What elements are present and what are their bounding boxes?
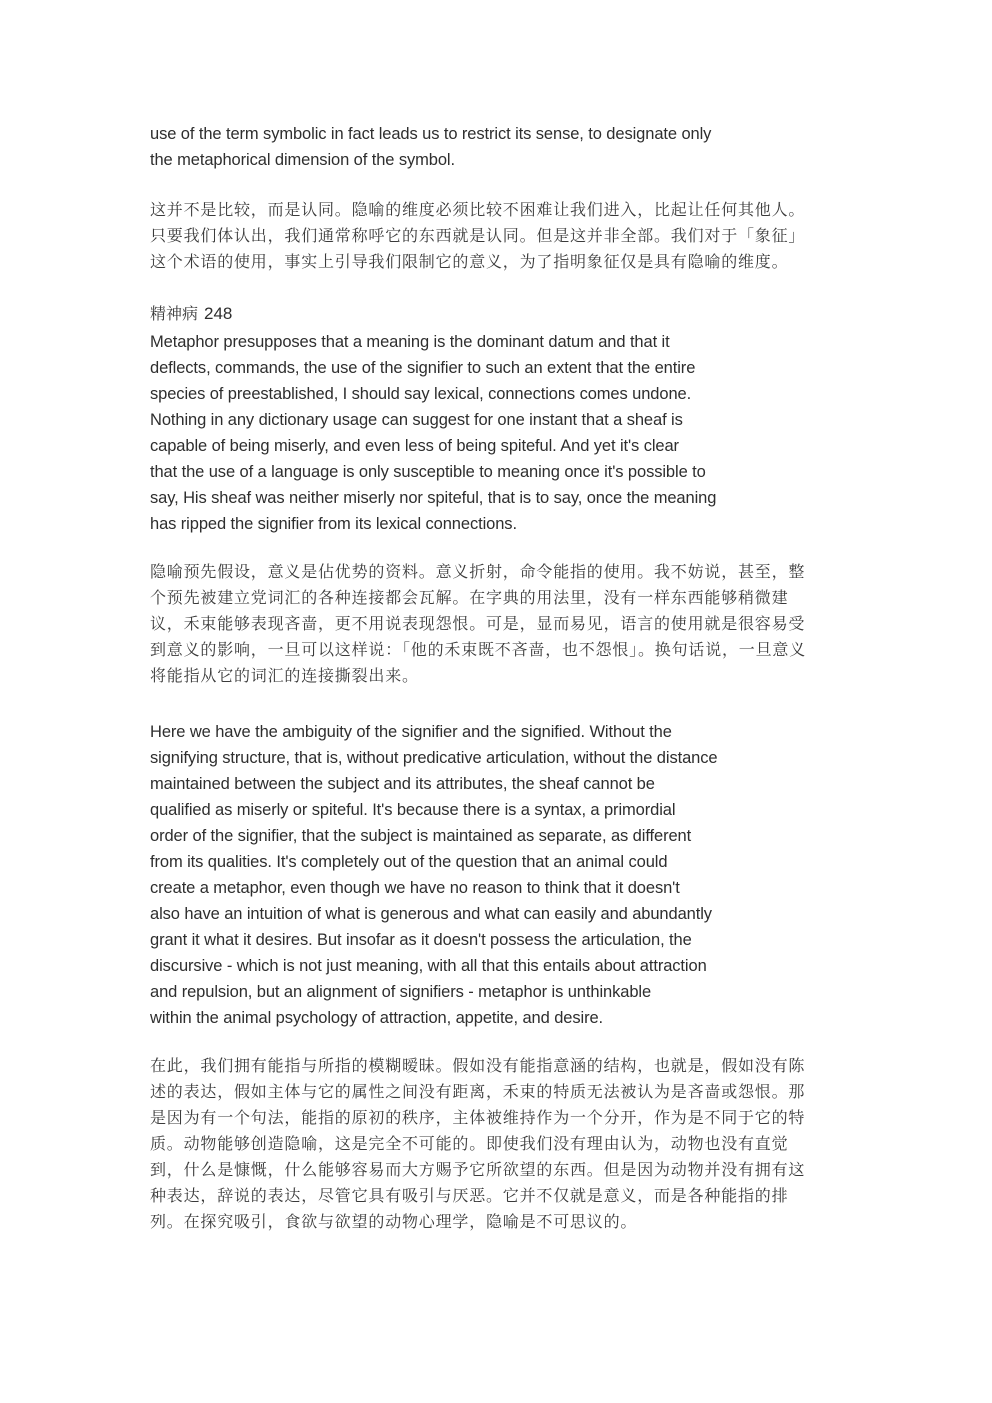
text-line: 到，什么是慷慨，什么能够容易而大方赐予它所欲望的东西。但是因为动物并没有拥有这 bbox=[150, 1160, 806, 1179]
text-line: species of preestablished, I should say lexical, connections comes undone. bbox=[150, 385, 692, 403]
text-line: discursive - which is not just meaning, with all that this entails about attraction bbox=[150, 957, 707, 975]
paragraph-english-1 bbox=[150, 121, 711, 173]
paragraph-english-3 bbox=[150, 719, 717, 1031]
text-line: also have an intuition of what is generous and what can easily and abundantly bbox=[150, 905, 712, 923]
text-line: from its qualities. It's completely out of the question that an animal could bbox=[150, 853, 668, 871]
text-line: use of the term symbolic in fact leads us to restrict its sense, to designate only bbox=[150, 125, 712, 143]
text-line: capable of being miserly, and even less of being spiteful. And yet it's clear bbox=[150, 437, 679, 455]
text-line: 在此，我们拥有能指与所指的模糊暧昧。假如没有能指意涵的结构，也就是，假如没有陈 bbox=[150, 1056, 806, 1075]
text-line: 只要我们体认出，我们通常称呼它的东西就是认同。但是这并非全部。我们对于「象征」 bbox=[150, 226, 806, 245]
paragraph-chinese-1 bbox=[150, 197, 805, 275]
text-line: 议，禾束能够表现吝啬，更不用说表现怨恨。可是，显而易见，语言的使用就是很容易受 bbox=[150, 614, 806, 633]
text-line: that the use of a language is only susceptible to meaning once it's possible to bbox=[150, 463, 706, 481]
text-line: has ripped the signifier from its lexical connections. bbox=[150, 515, 517, 533]
text-line: 是因为有一个句法，能指的原初的秩序，主体被维持作为一个分开，作为是不同于它的特 bbox=[150, 1108, 806, 1127]
page-marker-label: 精神病 bbox=[150, 304, 199, 323]
text-line: and repulsion, but an alignment of signifiers - metaphor is unthinkable bbox=[150, 983, 652, 1001]
text-line: 种表达，辞说的表达，尽管它具有吸引与厌恶。它并不仅就是意义，而是各种能指的排 bbox=[150, 1186, 789, 1205]
text-line: order of the signifier, that the subject is maintained as separate, as different bbox=[150, 827, 692, 845]
paragraph-english-2 bbox=[150, 329, 716, 537]
text-line: 到意义的影响，一旦可以这样说：「他的禾束既不吝啬，也不怨恨」。换句话说，一旦意义 bbox=[150, 640, 807, 659]
text-line: 这个术语的使用，事实上引导我们限制它的意义，为了指明象征仅是具有隐喻的维度。 bbox=[150, 252, 789, 271]
text-line: 隐喻预先假设，意义是佔优势的资料。意义折射，命令能指的使用。我不妨说，甚至，整 bbox=[150, 562, 806, 581]
paragraph-chinese-2 bbox=[150, 559, 806, 689]
text-line: Metaphor presupposes that a meaning is the dominant datum and that it bbox=[150, 333, 670, 351]
text-line: create a metaphor, even though we have no reason to think that it doesn't bbox=[150, 879, 680, 897]
text-line: the metaphorical dimension of the symbol. bbox=[150, 151, 455, 169]
text-line: grant it what it desires. But insofar as it doesn't possess the articulation, the bbox=[150, 931, 692, 949]
text-line: qualified as miserly or spiteful. It's because there is a syntax, a primordial bbox=[150, 801, 676, 819]
text-line: say, His sheaf was neither miserly nor spiteful, that is to say, once the meaning bbox=[150, 489, 717, 507]
text-line: 将能指从它的词汇的连接撕裂出来。 bbox=[150, 666, 419, 685]
text-line: Here we have the ambiguity of the signifier and the signified. Without the bbox=[150, 723, 672, 741]
paragraph-chinese-3 bbox=[150, 1053, 805, 1235]
page-marker bbox=[150, 301, 232, 327]
text-line: deflects, commands, the use of the signifier to such an extent that the entire bbox=[150, 359, 696, 377]
page-number: 248 bbox=[204, 304, 233, 323]
text-line: within the animal psychology of attraction, appetite, and desire. bbox=[150, 1009, 604, 1027]
text-line: 个预先被建立党词汇的各种连接都会瓦解。在字典的用法里，没有一样东西能够稍微建 bbox=[150, 588, 789, 607]
text-line: signifying structure, that is, without predicative articulation, without the distance bbox=[150, 749, 718, 767]
text-line: maintained between the subject and its attributes, the sheaf cannot be bbox=[150, 775, 655, 793]
text-line: 这并不是比较，而是认同。隐喻的维度必须比较不困难让我们进入，比起让任何其他人。 bbox=[150, 200, 806, 219]
text-line: Nothing in any dictionary usage can suggest for one instant that a sheaf is bbox=[150, 411, 683, 429]
text-line: 列。在探究吸引，食欲与欲望的动物心理学，隐喻是不可思议的。 bbox=[150, 1212, 638, 1231]
text-line: 述的表达，假如主体与它的属性之间没有距离，禾束的特质无法被认为是吝啬或怨恨。那 bbox=[150, 1082, 806, 1101]
text-line: 质。动物能够创造隐喻，这是完全不可能的。即使我们没有理由认为，动物也没有直觉 bbox=[150, 1134, 789, 1153]
